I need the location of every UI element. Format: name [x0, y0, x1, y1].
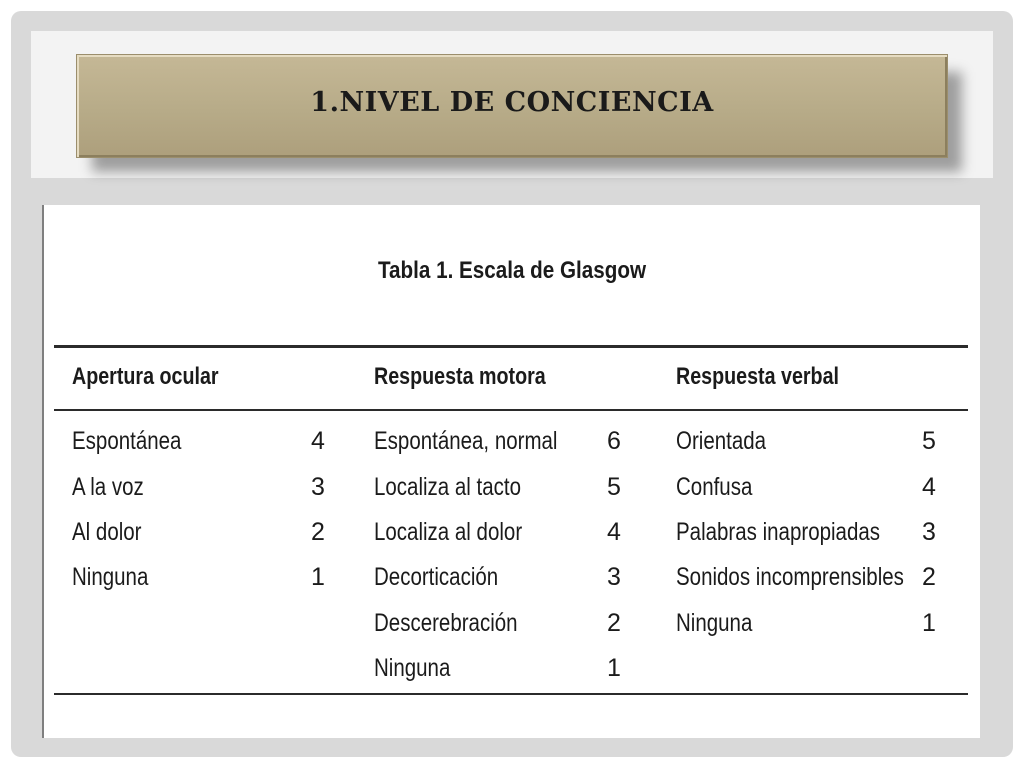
apertura-row-label: Espontánea	[72, 427, 182, 455]
verbal-row-score: 5	[922, 427, 936, 455]
apertura-row-score: 3	[311, 473, 325, 501]
motora-row-label: Decorticación	[374, 563, 499, 591]
verbal-row-score: 3	[922, 518, 936, 546]
apertura-row-label: Al dolor	[72, 518, 142, 546]
verbal-row-label: Ninguna	[676, 609, 753, 637]
motora-row-label: Descerebración	[374, 609, 518, 637]
motora-row-label: Localiza al dolor	[374, 518, 523, 546]
table-caption: Tabla 1. Escala de Glasgow	[377, 257, 647, 284]
motora-row-score: 3	[607, 563, 621, 591]
verbal-row-score: 2	[922, 563, 936, 591]
slide-title: 1.NIVEL DE CONCIENCIA	[310, 87, 714, 118]
motora-row-label: Localiza al tacto	[374, 473, 522, 501]
verbal-row-score: 4	[922, 473, 936, 501]
motora-row-score: 4	[607, 518, 621, 546]
apertura-row-score: 2	[311, 518, 325, 546]
verbal-row-score: 1	[922, 609, 936, 637]
verbal-row-label: Orientada	[676, 427, 767, 455]
apertura-row-score: 4	[311, 427, 325, 455]
header-respuesta-verbal: Respuesta verbal	[676, 363, 839, 390]
verbal-row-label: Palabras inapropiadas	[676, 518, 881, 546]
motora-row-label: Espontánea, normal	[374, 427, 558, 455]
table-bottom-rule	[54, 693, 968, 695]
title-banner	[76, 54, 948, 158]
apertura-row-score: 1	[311, 563, 325, 591]
table-top-rule	[54, 345, 968, 348]
motora-row-label: Ninguna	[374, 654, 451, 682]
verbal-row-label: Sonidos incomprensibles	[676, 563, 904, 591]
motora-row-score: 1	[607, 654, 621, 682]
motora-row-score: 5	[607, 473, 621, 501]
motora-row-score: 2	[607, 609, 621, 637]
motora-row-score: 6	[607, 427, 621, 455]
glasgow-table	[42, 205, 980, 738]
header-respuesta-motora: Respuesta motora	[374, 363, 546, 390]
header-apertura-ocular: Apertura ocular	[72, 363, 219, 390]
apertura-row-label: Ninguna	[72, 563, 149, 591]
table-header-rule	[54, 409, 968, 411]
apertura-row-label: A la voz	[72, 473, 144, 501]
verbal-row-label: Confusa	[676, 473, 753, 501]
